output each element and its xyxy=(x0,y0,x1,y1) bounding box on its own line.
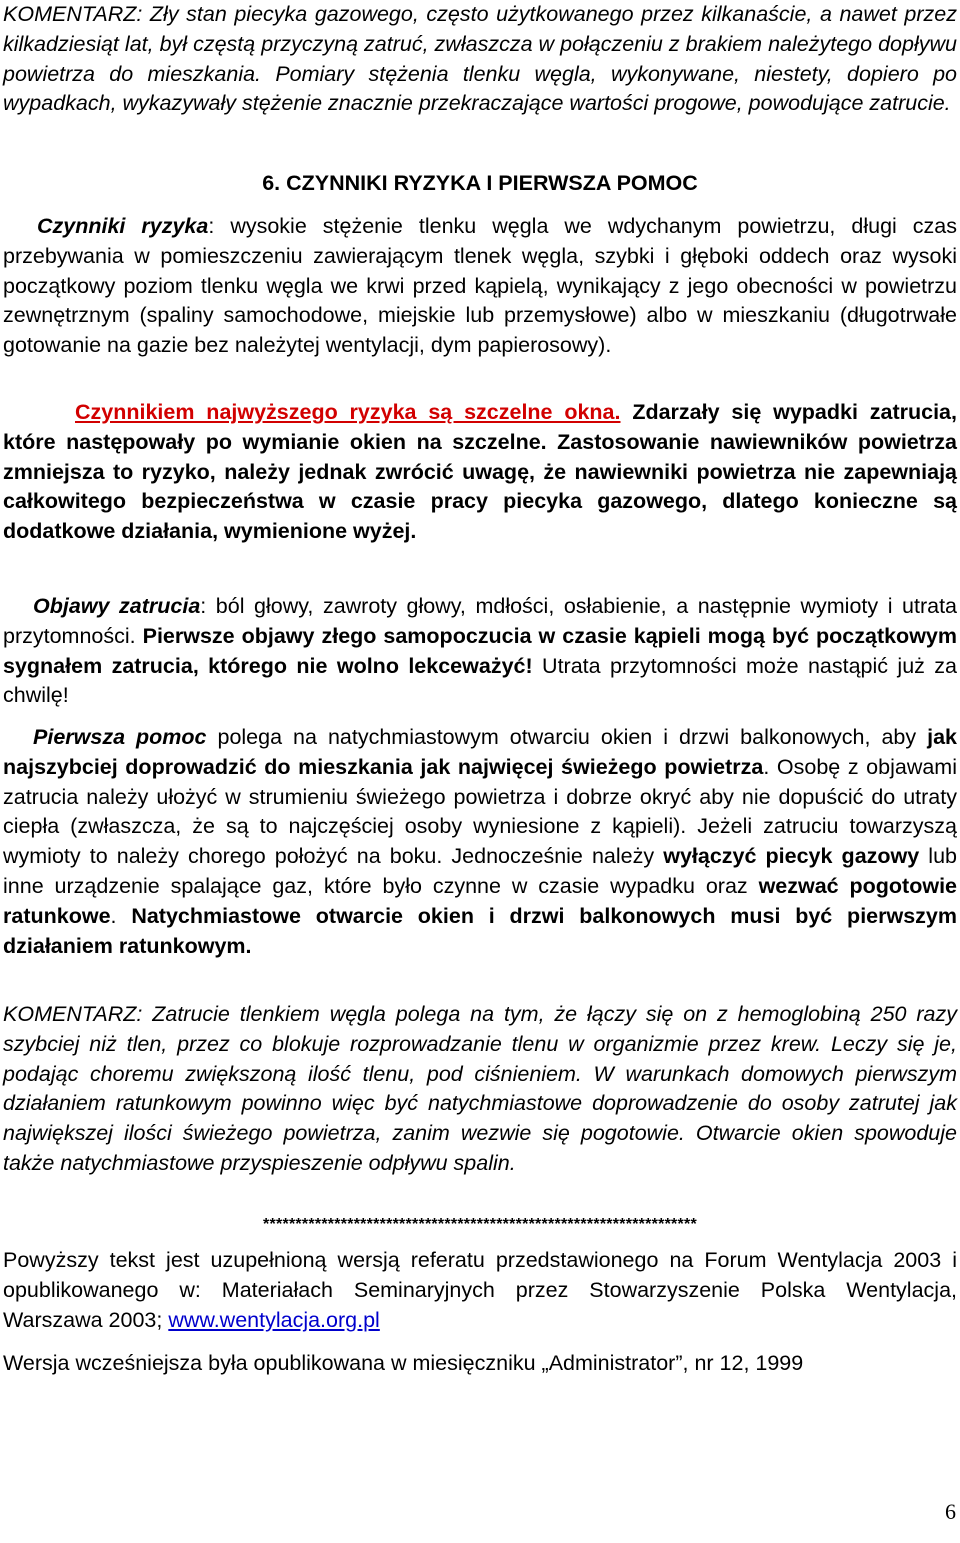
first-aid-text-2: . Osobę z objawami zatrucia należy ułożyć w strumieniu świeżego powietrza i dobrze okryć aby nie dopuścić do utraty ciepła (zwłaszcza, że są to najczęściej osoby wyniesione z kąpieli). Jeżeli zatruciu towarzyszą wymioty to należy chorego położyć na boku. Jednocześnie należy xyxy=(3,754,957,869)
symptoms-paragraph xyxy=(3,592,957,711)
first-aid-paragraph xyxy=(3,723,957,961)
risk-factors-text: : wysokie stężenie tlenku węgla we wdychanym powietrzu, długi czas przebywania w pomieszczeniu zawierającym tlenek węgla, szybki i głęboki oddech oraz wysoki początkowy poziom tlenku węgla we krwi przed kąpielą, wynikający z jego obecności w powietrzu zewnętrznym (spaliny samochodowe, miejskie lub przemysłowe) albo w mieszkaniu (długotrwałe gotowanie na gazie bez należytej wentylacji, dym papierosowy). xyxy=(3,214,958,358)
source-link[interactable]: www.wentylacja.org.pl xyxy=(168,1307,380,1332)
risk-warning-bold: Zdarzały się wypadki zatrucia, które następowały po wymianie okien na szczelne. Zastosowanie nawiewników powietrza zmniejsza to ryzyko, należy jednak zwrócić uwagę, że nawiewniki powietrza nie zapewniają całkowitego bezpieczeństwa w czasie pracy piecyka gazowego, dlatego konieczne są dodatkowe działania, wymienione wyżej. xyxy=(3,400,957,544)
symptoms-tail: Utrata przytomności może nastąpić już za chwilę! xyxy=(3,653,958,708)
first-aid-label: Pierwsza pomoc xyxy=(33,725,207,749)
source-note xyxy=(3,1246,957,1335)
source-note-text: Powyższy tekst jest uzupełnioną wersją referatu przedstawionego na Forum Wentylacja 2003 i opublikowanego w: Materiałach Seminaryjnych przez Stowarzyszenie Polska Wentylacja, Warszawa 2003; xyxy=(3,1248,957,1332)
risk-factors-label: Czynniki ryzyka xyxy=(37,214,209,238)
first-aid-text-4: . xyxy=(110,903,132,928)
second-comment: KOMENTARZ: Zatrucie tlenkiem węgla polega na tym, że łączy się on z hemoglobiną 250 razy szybciej niż tlen, przez co blokuje rozprowadzanie tlenu w organizmie przez krew. Leczy się je, podając choremu zwiększoną ilość tlenu, pod ciśnieniem. W warunkach domowych pierwszym działaniem ratunkowym powinno więc być natychmiastowe doprowadzenie do osoby zatrutej jak największej ilości świeżego powietrza, zanim wezwie się pogotowie. Otwarcie okien spowoduje także natychmiastowe przyspieszenie odpływu spalin. xyxy=(3,1002,957,1175)
symptoms-label: Objawy zatrucia xyxy=(33,594,201,618)
first-aid-text-3: lub inne urządzenie spalające gaz, które było czynne w czasie wypadku oraz xyxy=(3,844,957,898)
earlier-version-note: Wersja wcześniejsza była opublikowana w miesięczniku „Administrator”, nr 12, 1999 xyxy=(3,1351,804,1375)
page-number: 6 xyxy=(945,1499,956,1524)
symptoms-text: : ból głowy, zawroty głowy, mdłości, osłabienie, a następnie wymioty i utrata przytomności. xyxy=(3,594,957,648)
highest-risk-highlight: Czynnikiem najwyższego ryzyka są szczelne okna. xyxy=(75,400,621,424)
first-aid-bold-1: jak najszybciej doprowadzić do mieszkania jak najwięcej świeżego powietrza xyxy=(3,725,957,779)
first-aid-bold-2: wyłączyć piecyk gazowy xyxy=(663,844,920,869)
symptoms-warning-bold: Pierwsze objawy złego samopoczucia w czasie kąpieli mogą być początkowym sygnałem zatrucia, którego nie wolno lekceważyć! xyxy=(3,623,957,678)
risk-factors-paragraph xyxy=(3,212,957,361)
first-aid-bold-3: wezwać pogotowie ratunkowe xyxy=(3,873,957,928)
intro-comment: KOMENTARZ: Zły stan piecyka gazowego, często użytkowanego przez kilkanaście, a nawet przez kilkadziesiąt lat, był częstą przyczyną zatruć, zwłaszcza w połączeniu z brakiem należytego dopływu powietrza do mieszkania. Pomiary stężenia tlenku węgla, wykonywane, niestety, dopiero po wypadkach, wykazywały stężenie znacznie przekraczające wartości progowe, powodujące zatrucie. xyxy=(3,2,957,116)
separator-line: ******************************************************************* xyxy=(263,1216,697,1233)
section-heading: 6. CZYNNIKI RYZYKA I PIERWSZA POMOC xyxy=(262,171,698,195)
first-aid-bold-4: Natychmiastowe otwarcie okien i drzwi balkonowych musi być pierwszym działaniem ratunkowym. xyxy=(3,903,957,958)
first-aid-text-1: polega na natychmiastowym otwarciu okien i drzwi balkonowych, aby xyxy=(206,725,928,749)
risk-warning-paragraph xyxy=(3,398,957,547)
